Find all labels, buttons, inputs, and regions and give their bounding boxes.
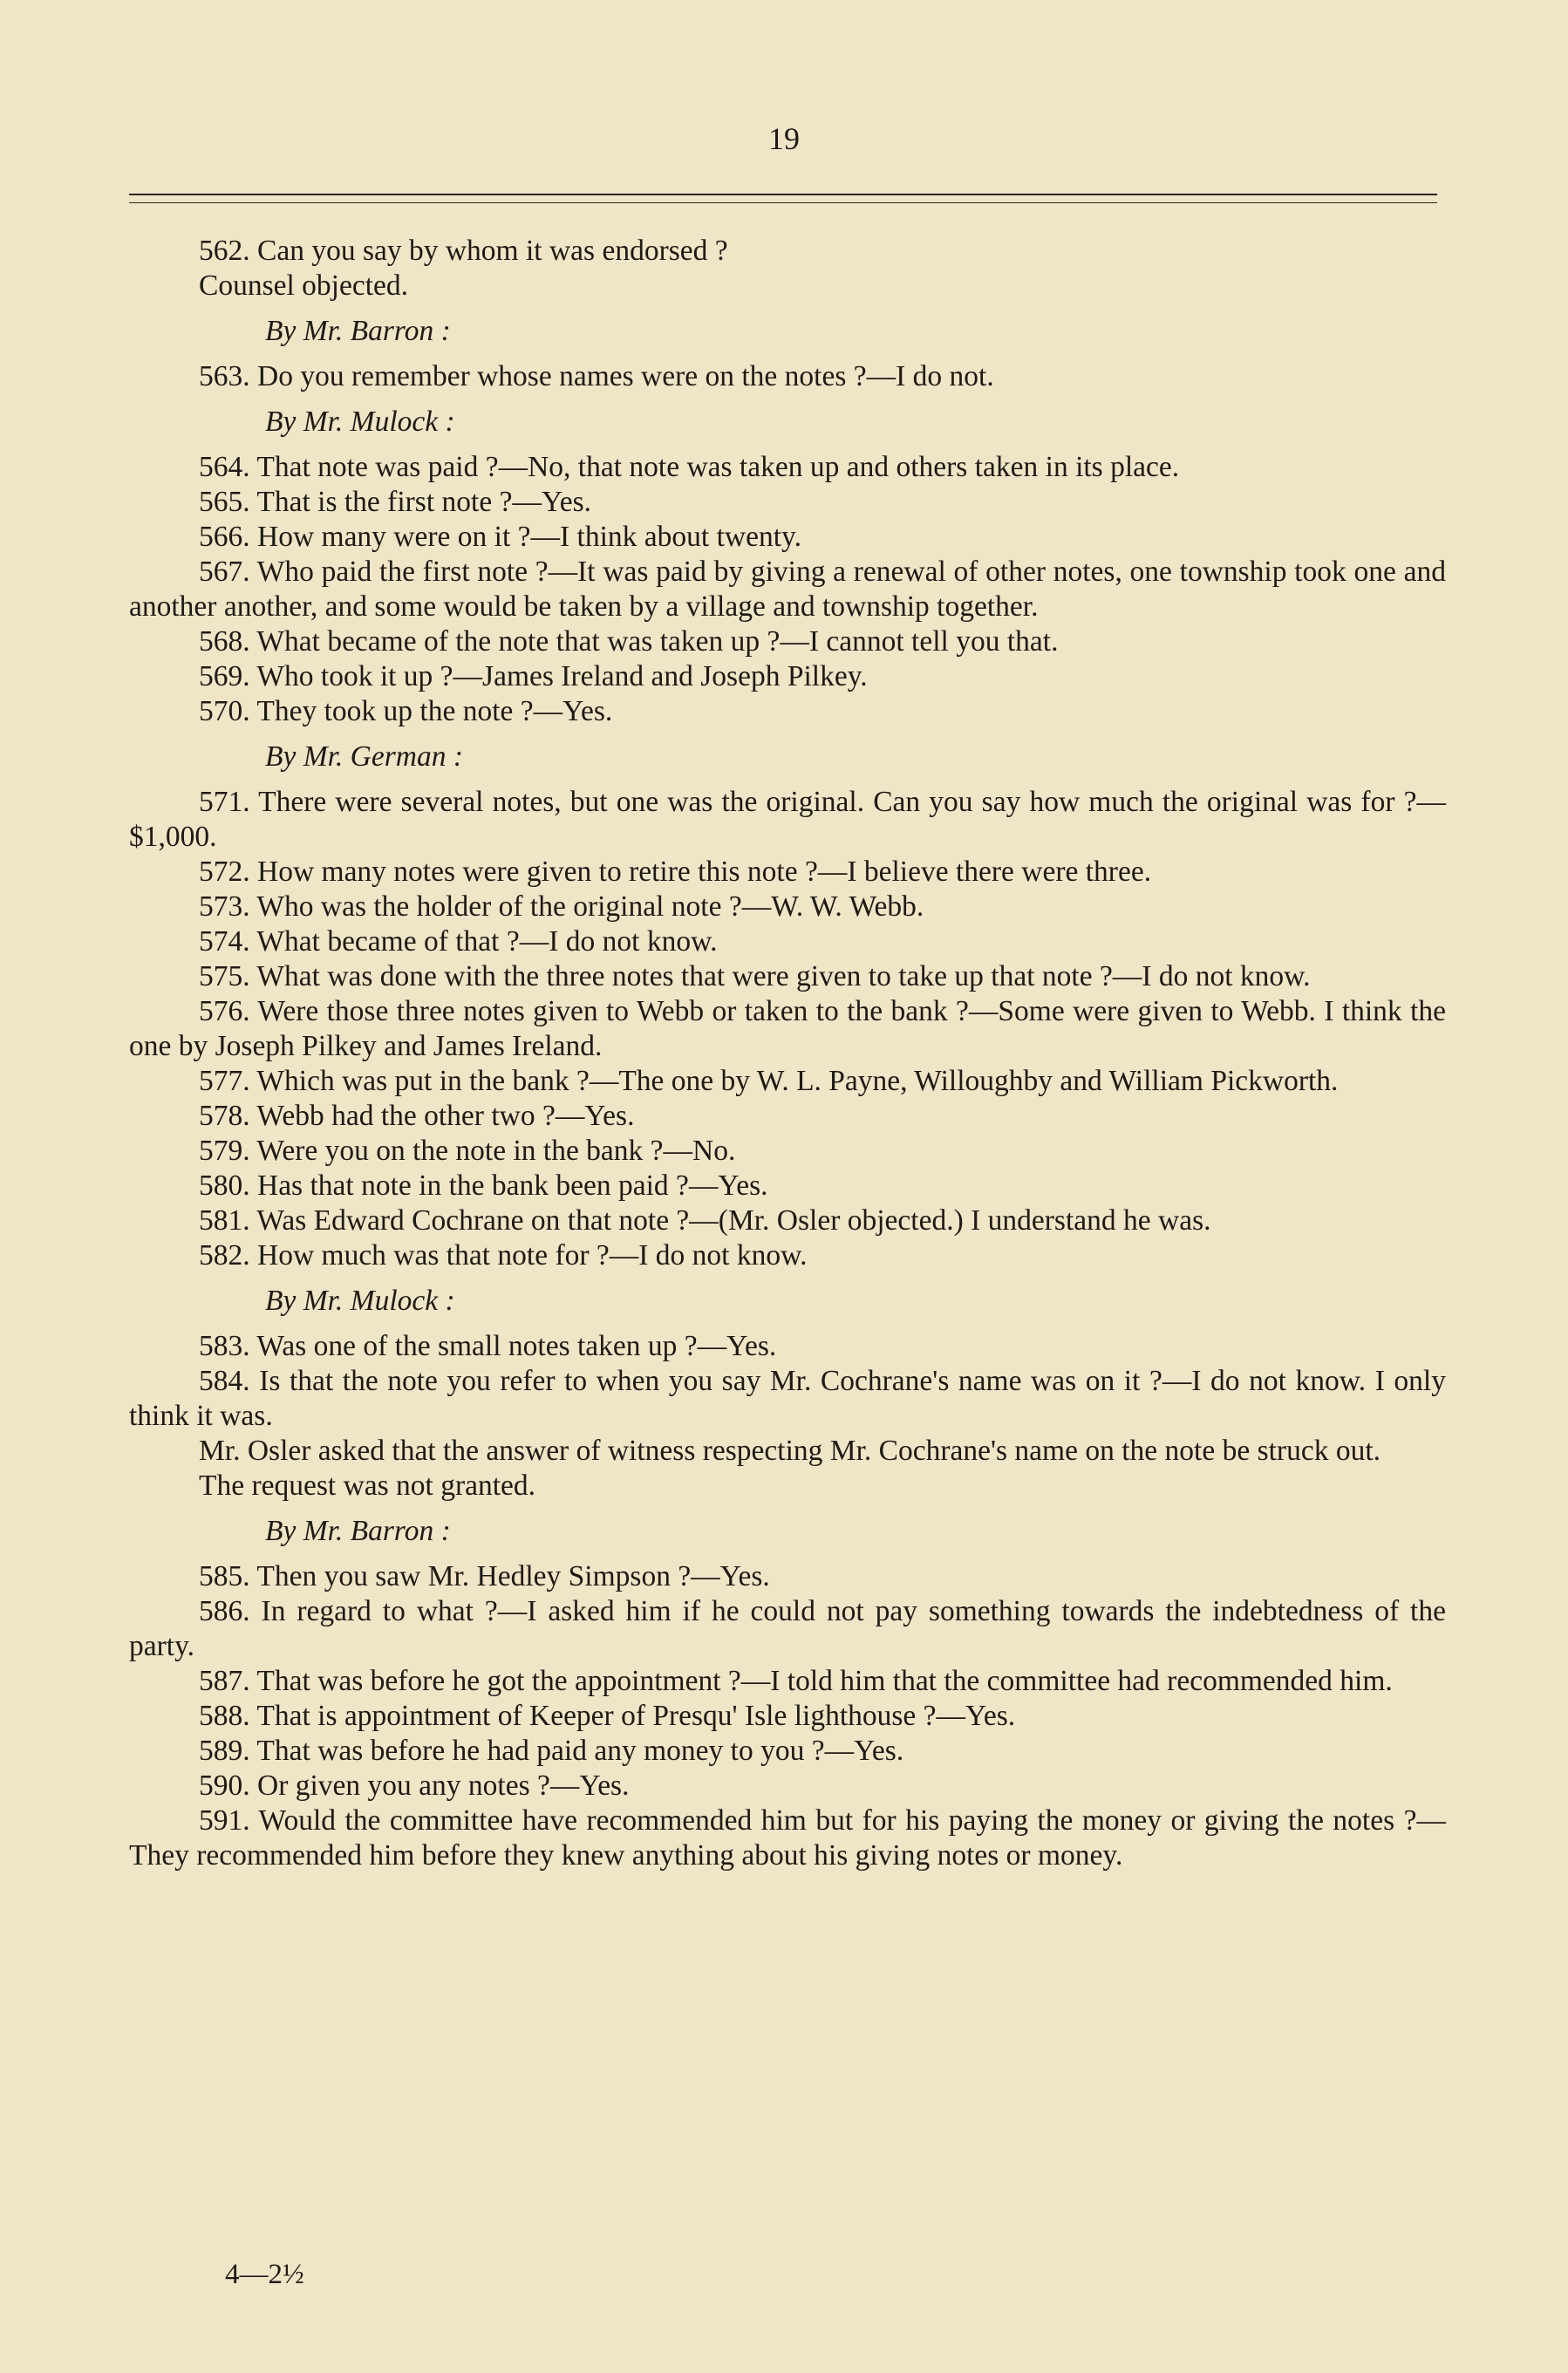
testimony-paragraph: 577. Which was put in the bank ?—The one by W. L. Payne, Willoughby and William Pickworth. (199, 1065, 1339, 1097)
testimony-paragraph: Counsel objected. (199, 269, 409, 302)
testimony-paragraph: 588. That is appointment of Keeper of Presqu' Isle lighthouse ?—Yes. (199, 1700, 1016, 1732)
testimony-paragraph: 581. Was Edward Cochrane on that note ?—(Mr. Osler objected.) I understand he was. (199, 1204, 1211, 1237)
testimony-paragraph: 565. That is the first note ?—Yes. (199, 486, 592, 518)
examiner-heading: By Mr. Mulock : (265, 406, 455, 438)
testimony-paragraph: 567. Who paid the first note ?—It was paid by giving a renewal of other notes, one township took one and another another, and some would be taken by a village and township together. (129, 556, 1446, 623)
testimony-paragraph: 586. In regard to what ?—I asked him if he could not pay something towards the indebtedness of the party. (129, 1595, 1446, 1662)
testimony-paragraph: Mr. Osler asked that the answer of witness respecting Mr. Cochrane's name on the note be struck out. (199, 1435, 1381, 1467)
testimony-paragraph: 574. What became of that ?—I do not know. (199, 925, 718, 958)
testimony-paragraph: 583. Was one of the small notes taken up ?—Yes. (199, 1330, 777, 1362)
examiner-heading: By Mr. German : (265, 740, 464, 773)
testimony-paragraph: 591. Would the committee have recommended him but for his paying the money or giving the notes ?—They recommended him before they knew anything about his giving notes or money. (129, 1804, 1446, 1872)
testimony-paragraph: 584. Is that the note you refer to when you say Mr. Cochrane's name was on it ?—I do not know. I only think it was. (129, 1365, 1446, 1432)
testimony-paragraph: 587. That was before he got the appointment ?—I told him that the committee had recommended him. (199, 1665, 1393, 1697)
testimony-paragraph: 578. Webb had the other two ?—Yes. (199, 1100, 635, 1132)
testimony-paragraph: 571. There were several notes, but one was the original. Can you say how much the original was for ?—$1,000. (129, 786, 1446, 853)
signature-mark: 4—2½ (225, 2259, 304, 2290)
testimony-paragraph: 582. How much was that note for ?—I do not know. (199, 1239, 808, 1272)
examiner-heading: By Mr. Mulock : (265, 1285, 455, 1317)
testimony-paragraph: 563. Do you remember whose names were on the notes ?—I do not. (199, 360, 994, 392)
testimony-paragraph: 580. Has that note in the bank been paid ?—Yes. (199, 1169, 768, 1202)
testimony-paragraph: 573. Who was the holder of the original note ?—W. W. Webb. (199, 890, 924, 923)
testimony-paragraph: 564. That note was paid ?—No, that note was taken up and others taken in its place. (199, 451, 1180, 483)
testimony-paragraph: 572. How many notes were given to retire this note ?—I believe there were three. (199, 856, 1152, 888)
testimony-paragraph: 575. What was done with the three notes that were given to take up that note ?—I do not know. (199, 960, 1311, 992)
header-rule-bottom (129, 202, 1437, 203)
testimony-paragraph: 566. How many were on it ?—I think about twenty. (199, 521, 801, 553)
testimony-paragraph: 590. Or given you any notes ?—Yes. (199, 1770, 630, 1802)
page-number: 19 (768, 121, 800, 156)
examiner-heading: By Mr. Barron : (265, 1515, 451, 1547)
testimony-paragraph: 585. Then you saw Mr. Hedley Simpson ?—Yes. (199, 1560, 770, 1592)
testimony-paragraph: 589. That was before he had paid any money to you ?—Yes. (199, 1735, 904, 1767)
header-rule-top (129, 194, 1437, 195)
testimony-paragraph: 579. Were you on the note in the bank ?—No. (199, 1135, 736, 1167)
testimony-paragraph: 569. Who took it up ?—James Ireland and Joseph Pilkey. (199, 660, 868, 692)
testimony-paragraph: The request was not granted. (199, 1469, 536, 1502)
examiner-heading: By Mr. Barron : (265, 315, 451, 347)
testimony-paragraph: 570. They took up the note ?—Yes. (199, 695, 613, 727)
testimony-body (129, 234, 1446, 1873)
testimony-paragraph: 576. Were those three notes given to Webb or taken to the bank ?—Some were given to Webb. I think the one by Joseph Pilkey and James Ireland. (129, 995, 1446, 1062)
testimony-paragraph: 568. What became of the note that was taken up ?—I cannot tell you that. (199, 625, 1059, 658)
testimony-paragraph: 562. Can you say by whom it was endorsed ? (199, 235, 728, 267)
